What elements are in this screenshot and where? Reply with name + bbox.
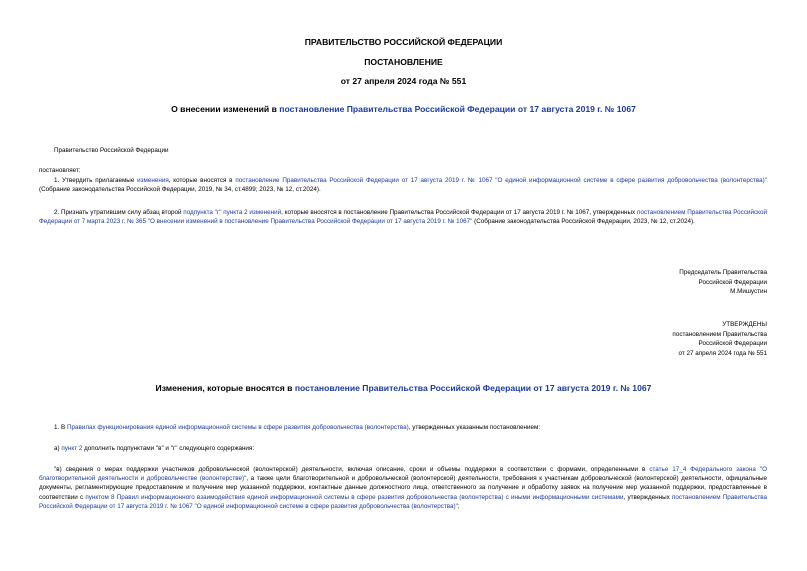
government-heading: ПРАВИТЕЛЬСТВО РОССИЙСКОЙ ФЕДЕРАЦИИ <box>304 37 503 47</box>
date-number-heading: от 27 апреля 2024 года № 551 <box>340 76 467 86</box>
item-2-subitem-link[interactable]: подпункта "г" пункта 2 изменений <box>183 209 282 216</box>
item-1-paragraph <box>39 176 767 194</box>
subitem-a-text-a: а) <box>54 445 62 452</box>
item-1-text-a: 1. Утвердить прилагаемые <box>54 177 138 184</box>
subitem-v-text-c: , утвержденных <box>623 493 672 501</box>
item-2-text-b: , которые вносятся в постановление Правительства Российской Федерации от 17 августа 2019 г. № 1067, утвержденных <box>281 209 637 216</box>
document-title <box>0 104 807 114</box>
item-2-decree-link[interactable]: постановлением Правительства Российской Федерации от 7 марта 2023 г. № 365 "О внесении изменений в постановление Правительства Российской Федерации от 17 августа 2019 г. № 1067" <box>39 209 767 226</box>
rules-link[interactable]: Правилах функционирования единой информационной системы в сфере развития добровольчества (волонтерства) <box>66 424 409 431</box>
signature-block <box>679 268 767 297</box>
changes-item-1-text-a: 1. В <box>54 424 67 431</box>
signature-position: Председатель Правительства <box>679 269 767 276</box>
changes-item-1 <box>54 423 540 432</box>
signature-name: М.Мишустин <box>730 288 767 296</box>
signature-country: Российской Федерации <box>698 278 767 286</box>
subitem-v-text-b: , а также цели благотворительной и добровольческой (волонтерской) деятельности, требования к участникам добровольческой (волонтерской) деятельности, официальные документы, регламентирующие предоставление и получение мер указанной поддержки, контактные данные должностного лица, ответственного за получение и обработку заявок на получение мер указанной поддержки, предоставленные в соответствии с <box>39 475 767 501</box>
subitem-v-text-a: "в) сведения о мерах поддержки участников добровольческой (волонтерской) деятельности, включая описание, сроки и объемы поддержки в соответствии с формами, определенными в <box>54 466 650 473</box>
subitem-v-decree-link[interactable]: постановлением Правительства Российской Федерации от 17 августа 2019 г. № 1067 "О единой информационной системе в сфере развития добровольчества (волонтерства)" <box>39 493 768 510</box>
approved-block <box>672 320 767 358</box>
title-prefix: О внесении изменений в <box>171 104 280 114</box>
item-1-text-c: (Собрание законодательства Российской Федерации, 2019, № 34, ст.4899; 2023, № 12, ст.2024). <box>39 186 321 194</box>
article-17-4-link[interactable]: статье 17_4 Федерального закона "О благотворительной деятельности и добровольчестве (волонтерстве)" <box>39 466 767 483</box>
changes-title <box>0 383 807 393</box>
subitem-a-text-b: дополнить подпунктами "в" и "г" следующего содержания: <box>82 445 255 452</box>
changes-item-1-text-b: , утвержденных указанным постановлением: <box>408 424 541 431</box>
point-2-link[interactable]: пункт 2 <box>61 445 83 452</box>
subitem-v-paragraph <box>39 465 767 511</box>
approved-by: постановлением Правительства <box>672 330 767 338</box>
item-2-paragraph <box>39 208 767 226</box>
subitem-v-text-d: ; <box>457 502 460 510</box>
item-2-text-a: 2. Признать утратившим силу абзац второй <box>54 209 184 216</box>
item-1-text-b: , которые вносятся в <box>168 177 236 184</box>
approved-heading: УТВЕРЖДЕНЫ <box>722 321 767 328</box>
approved-country: Российской Федерации <box>698 340 767 348</box>
item-1-changes-link[interactable]: изменения <box>137 177 169 184</box>
item-2-text-c: (Собрание законодательства Российской Федерации, 2023, № 12, ст.2024). <box>472 218 695 226</box>
subitem-a <box>54 444 254 453</box>
item-1-decree-link[interactable]: постановление Правительства Российской Федерации от 17 августа 2019 г. № 1067 "О единой информационной системе в сфере развития добровольчества (волонтерства)" <box>235 177 768 184</box>
doc-type-heading: ПОСТАНОВЛЕНИЕ <box>364 57 443 67</box>
changes-title-decree-link[interactable]: постановление Правительства Российской Федерации от 17 августа 2019 г. № 1067 <box>294 383 652 393</box>
changes-title-prefix: Изменения, которые вносятся в <box>155 383 295 393</box>
preamble-decides: постановляет: <box>39 167 81 174</box>
preamble-government: Правительство Российской Федерации <box>54 147 169 154</box>
approved-date: от 27 апреля 2024 года № 551 <box>678 349 767 357</box>
title-decree-link[interactable]: постановление Правительства Российской Федерации от 17 августа 2019 г. № 1067 <box>279 104 636 114</box>
point-8-rules-link[interactable]: пунктом 8 Правил информационного взаимодействия единой информационной системы в сфере развития добровольчества (волонтерства) с иными информационными системами <box>85 493 624 501</box>
